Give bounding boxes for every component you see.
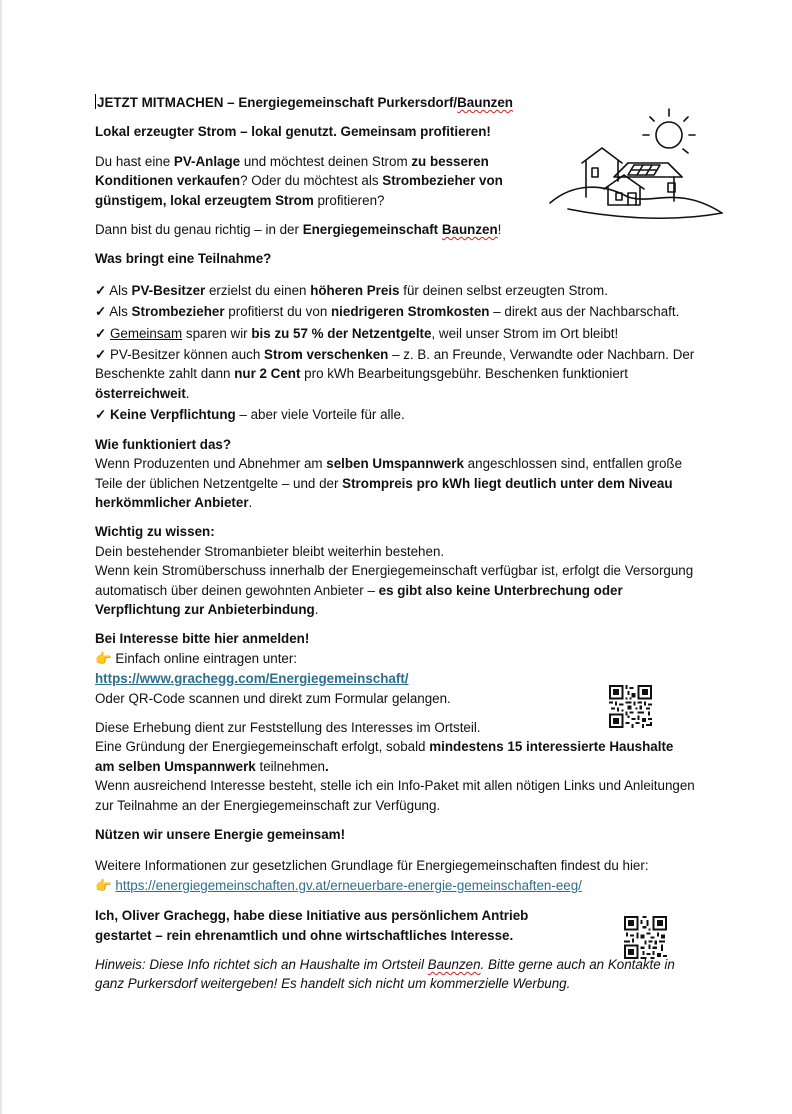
- check-icon: ✓: [95, 304, 107, 320]
- survey-info-paket: Wenn ausreichend Interesse besteht, stelle ich ein Info-Paket mit allen nötigen Links und Anleitungen zur Teilnahme an der Energiegemeinschaft zur Verfügung.: [95, 778, 695, 813]
- author-statement: Ich, Oliver Grachegg, habe diese Initiative aus persönlichem Antrieb gestartet – rein ehrenamtlich und ohne wirtschaftliches Interesse.: [95, 908, 529, 943]
- survey-line: Diese Erhebung dient zur Feststellung des Interesses im Ortsteil.: [95, 719, 481, 735]
- legal-info-link[interactable]: https://energiegemeinschaften.gv.at/erneuerbare-energie-gemeinschaften-eeg/: [115, 877, 582, 893]
- title-text: JETZT MITMACHEN – Energiegemeinschaft Purkersdorf/: [97, 95, 458, 110]
- benefit-item: ✓ Als Strombezieher profitierst du von niedrigeren Stromkosten – direkt aus der Nachbarschaft.: [95, 304, 680, 320]
- benefit-item: ✓ Keine Verpflichtung – aber viele Vorteile für alle.: [95, 407, 405, 423]
- how-heading: Wie funktioniert das?: [95, 436, 232, 452]
- intro-paragraph: Du hast eine PV-Anlage und möchtest deinen Strom zu besseren Konditionen verkaufen? Oder du möchtest als Strombezieher von günstigem, lokal erzeugtem Strom profitieren?: [95, 153, 503, 208]
- survey-section: [95, 718, 695, 815]
- page-edge: [0, 0, 2, 1114]
- benefit-item: ✓ Gemeinsam sparen wir bis zu 57 % der Netzentgelte, weil unser Strom im Ort bleibt!: [95, 325, 619, 341]
- qr-hint: Oder QR-Code scannen und direkt zum Formular gelangen.: [95, 690, 451, 706]
- know-heading: Wichtig zu wissen:: [95, 524, 215, 540]
- note-paragraph: Hinweis: Diese Info richtet sich an Haushalte im Ortsteil Baunzen. Bitte gerne auch an Kontakte in ganz Purkersdorf weitergeben! Es handelt sich nicht um kommerzielle Werbung.: [95, 957, 675, 992]
- signup-line: 👉 Einfach online eintragen unter:: [95, 650, 298, 667]
- know-line: Dein bestehender Stromanbieter bleibt weiterhin bestehen.: [95, 543, 445, 559]
- tagline: Lokal erzeugter Strom – lokal genutzt. Gemeinsam profitieren!: [95, 124, 491, 140]
- how-section: [95, 435, 695, 513]
- text-cursor: [95, 94, 96, 109]
- benefit-item: ✓ PV-Besitzer können auch Strom verschenken – z. B. an Freunde, Verwandte oder Nachbarn. Der Beschenkte zahlt dann nur 2 Cent pro kWh Bearbeitungsgebühr. Beschenken funktioniert österreichweit.: [95, 347, 695, 401]
- check-icon: ✓: [95, 325, 107, 341]
- know-section: [95, 522, 695, 619]
- title-place: Baunzen: [457, 95, 513, 110]
- benefits-heading: Was bringt eine Teilnahme?: [95, 251, 272, 267]
- right-place-paragraph: Dann bist du genau richtig – in der Energiegemeinschaft Baunzen!: [95, 222, 502, 238]
- document-body: [95, 93, 695, 1004]
- check-icon: ✓: [95, 407, 107, 423]
- signup-section: [95, 629, 695, 708]
- document-title: [95, 93, 695, 112]
- pointing-hand-icon: 👉: [95, 651, 112, 667]
- registration-link[interactable]: https://www.grachegg.com/Energiegemeinschaft/: [95, 671, 409, 687]
- more-info-line: Weitere Informationen zur gesetzlichen Grundlage für Energiegemeinschaften findest du hier:: [95, 858, 649, 874]
- check-icon: ✓: [95, 347, 107, 363]
- more-info-section: [95, 856, 695, 896]
- closing-heading: Nützen wir unsere Energie gemeinsam!: [95, 827, 346, 842]
- benefits-list: [95, 281, 695, 425]
- pointing-hand-icon: 👉: [95, 878, 112, 894]
- know-text: Wenn kein Stromüberschuss innerhalb der Energiegemeinschaft verfügbar ist, erfolgt die Versorgung automatisch über deinen gewohnten Anbieter – es gibt also keine Unterbrechung oder Verpflichtung zur Anbieterbindung.: [95, 563, 694, 617]
- how-text: Wenn Produzenten und Abnehmer am selben Umspannwerk angeschlossen sind, entfallen große Teile der üblichen Netzentgelte – und der Strompreis pro kWh liegt deutlich unter dem Niveau herkömmlicher Anbieter.: [95, 456, 683, 510]
- benefit-item: ✓ Als PV-Besitzer erzielst du einen höheren Preis für deinen selbst erzeugten Strom.: [95, 282, 608, 298]
- signup-heading: Bei Interesse bitte hier anmelden!: [95, 631, 310, 647]
- survey-condition: Eine Gründung der Energiegemeinschaft erfolgt, sobald mindestens 15 interessierte Haushalte am selben Umspannwerk teilnehmen.: [95, 739, 674, 774]
- check-icon: ✓: [95, 282, 107, 298]
